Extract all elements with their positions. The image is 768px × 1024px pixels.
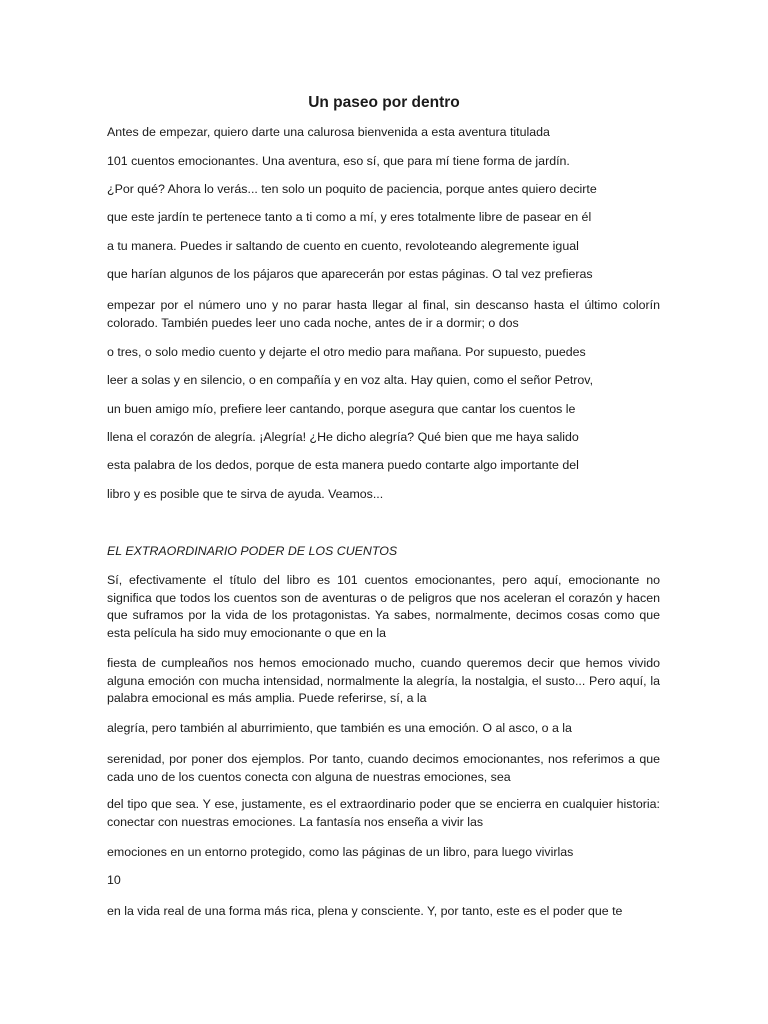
intro-line: que harían algunos de los pájaros que aparecerán por estas páginas. O tal vez prefieras <box>107 267 593 281</box>
intro-line: 101 cuentos emocionantes. Una aventura, eso sí, que para mí tiene forma de jardín. <box>107 154 570 168</box>
intro-line: que este jardín te pertenece tanto a ti como a mí, y eres totalmente libre de pasear en él <box>107 210 592 224</box>
section-paragraph: alegría, pero también al aburrimiento, que también es una emoción. O al asco, o a la <box>107 721 572 735</box>
section-paragraph: Sí, efectivamente el título del libro es 101 cuentos emocionantes, pero aquí, emocionante no significa que todos los cuentos son de aventuras o de peligros que nos aceleran el corazón y hacen que suframos por la vida de los protagonistas. Ya sabes, normalmente, decimos cosas como que esta película ha sido muy emocionante o que en la <box>107 573 660 640</box>
section-paragraph: fiesta de cumpleaños nos hemos emocionado mucho, cuando queremos decir que hemos vivido alguna emoción con mucha intensidad, normalmente la alegría, la nostalgia, el susto... Pero aquí, la palabra emocional es más amplia. Puede referirse, sí, a la <box>107 656 660 706</box>
section-paragraph: en la vida real de una forma más rica, plena y consciente. Y, por tanto, este es el poder que te <box>107 904 623 918</box>
intro-line: esta palabra de los dedos, porque de esta manera puedo contarte algo importante del <box>107 458 579 472</box>
intro-line: a tu manera. Puedes ir saltando de cuento en cuento, revoloteando alegremente igual <box>107 239 579 253</box>
intro-line: Antes de empezar, quiero darte una calurosa bienvenida a esta aventura titulada <box>107 125 550 139</box>
intro-line: libro y es posible que te sirva de ayuda. Veamos... <box>107 487 384 501</box>
intro-line: llena el corazón de alegría. ¡Alegría! ¿He dicho alegría? Qué bien que me haya salido <box>107 430 579 444</box>
intro-line: empezar por el número uno y no parar hasta llegar al final, sin descanso hasta el último colorín colorado. También puedes leer uno cada noche, antes de ir a dormir; o dos <box>107 298 660 330</box>
intro-line: o tres, o solo medio cuento y dejarte el otro medio para mañana. Por supuesto, puedes <box>107 345 586 359</box>
section-heading: EL EXTRAORDINARIO PODER DE LOS CUENTOS <box>107 544 398 558</box>
intro-line: un buen amigo mío, prefiere leer cantando, porque asegura que cantar los cuentos le <box>107 402 576 416</box>
page-number: 10 <box>107 873 121 887</box>
section-paragraph: emociones en un entorno protegido, como las páginas de un libro, para luego vivirlas <box>107 845 574 859</box>
section-paragraph: del tipo que sea. Y ese, justamente, es el extraordinario poder que se encierra en cualquier historia: conectar con nuestras emociones. La fantasía nos enseña a vivir las <box>107 797 660 829</box>
section-paragraph: serenidad, por poner dos ejemplos. Por tanto, cuando decimos emocionantes, nos referimos a que cada uno de los cuentos conecta con alguna de nuestras emociones, sea <box>107 752 660 784</box>
intro-line: ¿Por qué? Ahora lo verás... ten solo un poquito de paciencia, porque antes quiero decirte <box>107 182 597 196</box>
page-title: Un paseo por dentro <box>308 94 460 111</box>
intro-line: leer a solas y en silencio, o en compañía y en voz alta. Hay quien, como el señor Petrov, <box>107 373 594 387</box>
